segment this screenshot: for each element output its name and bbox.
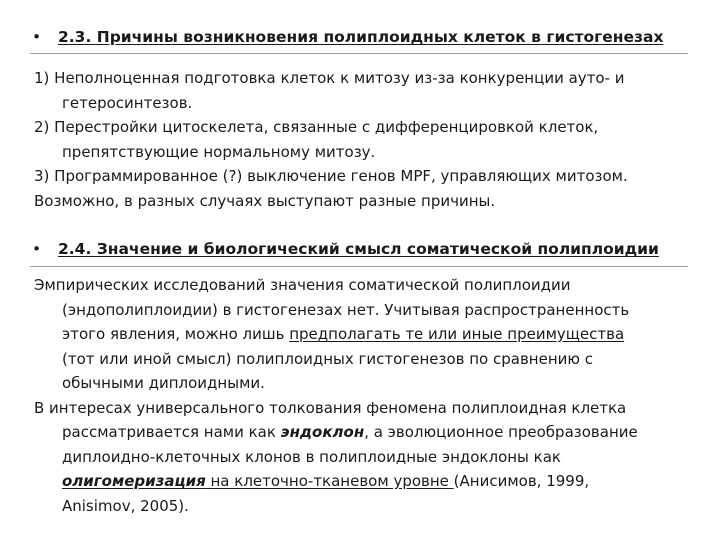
heading-rule	[30, 53, 688, 54]
bullet: •	[32, 240, 42, 258]
p1-line-3-text: этого явления, можно лишь	[62, 325, 290, 343]
p2-line-2-text: рассматривается нами как	[62, 423, 281, 441]
section-heading-2-4	[32, 240, 659, 258]
p2-line-4	[34, 469, 694, 494]
p1-line-5: обычными диплоидными.	[62, 374, 265, 392]
p2-line-3: диплоидно-клеточных клонов в полиплоидные эндоклоны как	[62, 447, 561, 466]
causes-list	[34, 66, 694, 213]
term-oligomerization: олигомеризация	[62, 472, 206, 490]
bullet: •	[32, 28, 42, 46]
p1-line-4: (тот или иной смысл) полиплоидных гистогенезов по сравнению с	[62, 349, 594, 368]
cause-1-line-2: гетеросинтезов.	[62, 93, 193, 112]
heading-rule	[30, 266, 688, 267]
section-heading-2-3	[32, 28, 663, 46]
underlined-phrase: предполагать те или иные преимущества	[289, 325, 625, 343]
significance-text	[34, 273, 694, 518]
cause-1-line-1: 1) Неполноценная подготовка клеток к митозу из-за конкуренции ауто- и	[34, 69, 625, 87]
heading-text: 2.4. Значение и биологический смысл соматической полиплоидии	[58, 240, 659, 258]
p2-line-2-rest: , а эволюционное преобразование	[364, 423, 638, 441]
cause-3-line: 3) Программированное (?) выключение генов MPF, управляющих митозом.	[34, 167, 628, 185]
causes-conclusion: Возможно, в разных случаях выступают разные причины.	[34, 191, 496, 210]
underlined-level: на клеточно-тканевом уровне	[205, 472, 454, 490]
p2-line-2	[34, 420, 694, 445]
p1-line-2: (эндополиплоидии) в гистогенезах нет. Учитывая распространенность	[62, 300, 630, 319]
citation-part-2: Anisimov, 2005).	[62, 496, 189, 515]
p1-line-1: Эмпирических исследований значения соматической полиплоидии	[34, 276, 571, 294]
cause-2-line-2: препятствующие нормальному митозу.	[62, 142, 376, 161]
heading-text: 2.3. Причины возникновения полиплоидных клеток в гистогенезах	[58, 28, 664, 46]
citation-part-1: (Анисимов, 1999,	[453, 472, 590, 490]
cause-2-line-1: 2) Перестройки цитоскелета, связанные с дифференцировкой клеток,	[34, 118, 599, 136]
term-endoclone: эндоклон	[280, 423, 365, 441]
p2-line-1: В интересах универсального толкования феномена полиплоидная клетка	[34, 398, 627, 417]
p1-line-3	[34, 322, 694, 347]
